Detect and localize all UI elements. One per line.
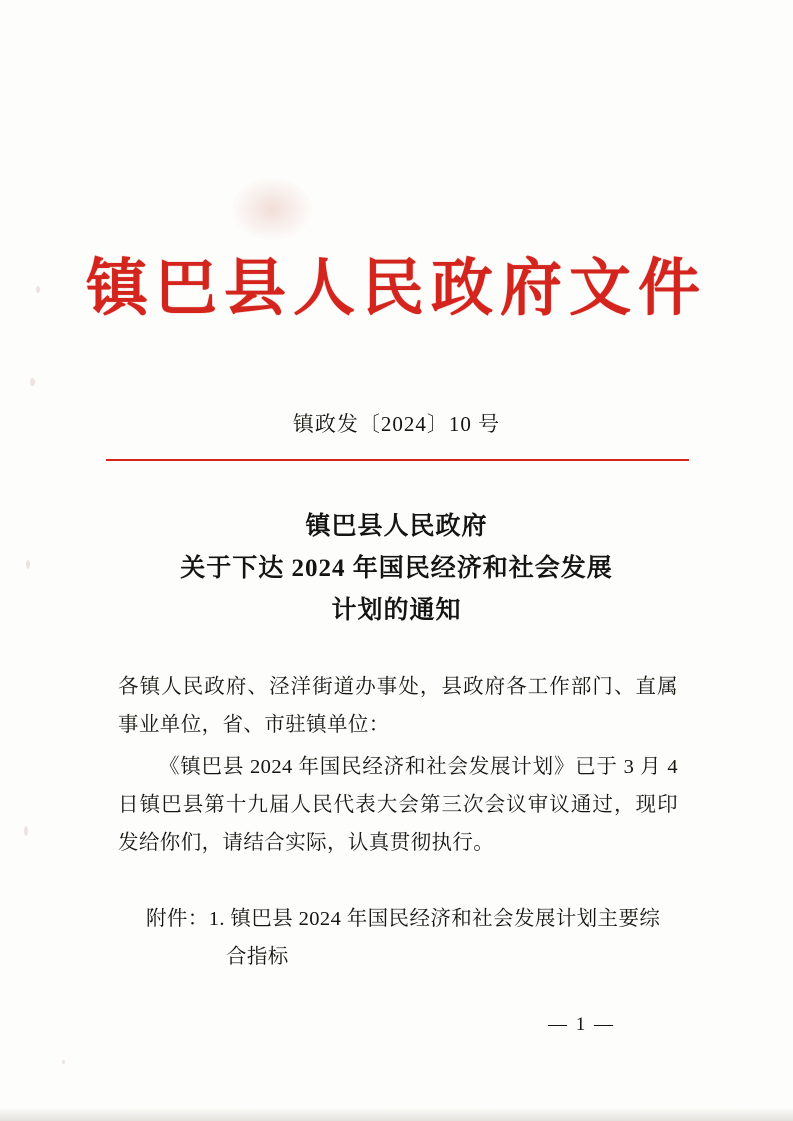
page-number: — 1 — [548,1014,615,1035]
red-separator-rule [106,459,689,461]
scan-speckle [62,1060,65,1064]
document-number: 镇政发〔2024〕10 号 [292,412,501,436]
subject-line-1: 镇巴县人民政府 [305,513,488,540]
salutation-text: 各镇人民政府、泾洋街道办事处，县政府各工作部门、直属事业单位，省、市驻镇单位： [118,676,678,736]
attachment-section [118,900,678,976]
attachment-item-continued: 合指标 [226,946,289,968]
attachment-label: 附件： [146,908,209,930]
attachment-item: 1. 镇巴县 2024 年国民经济和社会发展计划主要综 [208,908,661,930]
page-bottom-edge [0,1107,793,1121]
subject-line-2: 关于下达 2024 年国民经济和社会发展 [180,555,613,582]
scan-speckle [24,826,28,836]
document-subject [0,506,793,632]
body-paragraph-1: 《镇巴县 2024 年国民经济和社会发展计划》已于 3 月 4 日镇巴县第十九届人民代表大会第三次会议审议通过，现印发给你们，请结合实际，认真贯彻执行。 [118,756,678,854]
scan-speckle [30,378,35,386]
document-masthead: 镇巴县人民政府文件 [85,251,707,324]
subject-line-3: 计划的通知 [331,597,462,624]
scan-smudge [232,178,312,240]
